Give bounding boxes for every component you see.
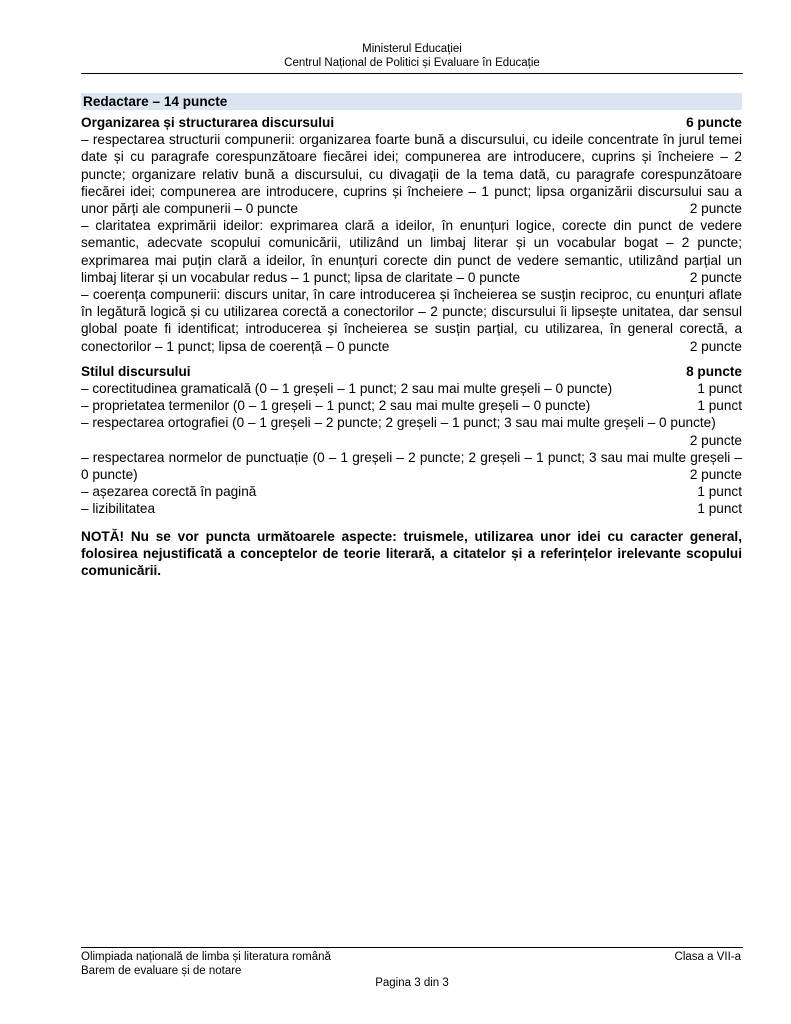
- criterion-claritate: [81, 217, 742, 286]
- stil-item-points: 1 punct: [697, 381, 742, 397]
- stil-item: [81, 397, 742, 414]
- section-organizare-title: [81, 114, 742, 131]
- criterion-structura-text: – respectarea structurii compunerii: organizarea foarte bună a discursului, cu ideile concentrate în jurul temei date și cu paragrafe corespunzătoare fiecărei idei; compunerea are introducere, cuprins și încheiere – 2 puncte; organizare relativ bună a discursului, cu divagații de la tema dată, cu paragrafe corespunzătoare fiecărei idei; compunerea are introducere, cuprins și încheiere – 1 punct; lipsa organizării discursului sau a unor părți ale compunerii – 0 puncte: [81, 132, 742, 217]
- stil-item-text: – așezarea corectă în pagină: [81, 484, 257, 500]
- footer-olympiad: Olimpiada națională de limba și literatura română: [81, 951, 331, 963]
- section-stil-label: Stilul discursului: [81, 363, 191, 379]
- criterion-coerenta: [81, 286, 742, 355]
- section-organizare-label: Organizarea și structurarea discursului: [81, 115, 335, 130]
- section-stil-points: 8 puncte: [686, 363, 742, 379]
- criterion-claritate-text: – claritatea exprimării ideilor: exprimarea clară a ideilor, în enunțuri logice, corecte din punct de vedere semantic, adecvate scopului comunicării, utilizând un limbaj literar și un vocabular bogat – 2 puncte; exprimarea mai puțin clară a ideilor, în enunțuri corecte din punct de vedere semantic, utilizând parțial un limbaj literar și un vocabular redus – 1 punct; lipsa de claritate – 0 puncte: [81, 218, 742, 285]
- footer-class: Clasa a VII-a: [674, 951, 741, 963]
- stil-item-text: – proprietatea termenilor (0 – 1 greșeli – 1 punct; 2 sau mai multe greșeli – 0 puncte): [81, 398, 591, 414]
- page-header: [81, 42, 743, 70]
- header-ministry: Ministerul Educației: [362, 43, 462, 55]
- stil-item-points: 1 punct: [697, 398, 742, 414]
- stil-item-text: – respectarea normelor de punctuație (0 – 1 greșeli – 2 puncte; 2 greșeli – 1 punct; 3 sau mai multe greșeli – 0 puncte): [81, 449, 742, 483]
- stil-item: [81, 449, 742, 483]
- stil-item-points: 1 punct: [697, 484, 742, 500]
- stil-item-points: 1 punct: [697, 501, 742, 517]
- criterion-structura: [81, 131, 742, 217]
- section-organizare-points: 6 puncte: [686, 115, 742, 130]
- header-divider: [81, 73, 743, 74]
- stil-item-text: – corectitudinea gramaticală (0 – 1 greșeli – 1 punct; 2 sau mai multe greșeli – 0 puncte): [81, 381, 613, 397]
- stil-item: [81, 483, 742, 500]
- note-paragraph: NOTĂ! Nu se vor puncta următoarele aspecte: truismele, utilizarea unor idei cu caracter general, folosirea nejustificată a conceptelor de teorie literară, a citatelor și a referințelor irelevante scopului comunicării.: [81, 528, 742, 579]
- stil-item: [81, 500, 742, 517]
- page-number: Pagina 3 din 3: [375, 977, 449, 989]
- stil-item-text: – lizibilitatea: [81, 501, 156, 517]
- stil-item: [81, 414, 742, 448]
- stil-item-points: 2 puncte: [689, 432, 742, 448]
- footer-barem: Barem de evaluare și de notare: [81, 965, 242, 977]
- criterion-structura-points: 2 puncte: [689, 201, 742, 217]
- stil-item-text: – respectarea ortografiei (0 – 1 greșeli – 2 puncte; 2 greșeli – 1 punct; 3 sau mai multe greșeli – 0 puncte): [81, 415, 716, 431]
- header-center: Centrul Național de Politici și Evaluare în Educație: [284, 57, 540, 69]
- criterion-claritate-points: 2 puncte: [689, 269, 742, 285]
- document-body: [81, 93, 742, 579]
- footer-divider: [81, 947, 743, 948]
- page-footer: [81, 950, 741, 978]
- section-stil-title: [81, 363, 742, 380]
- criterion-coerenta-points: 2 puncte: [689, 338, 742, 354]
- stil-item-points: 2 puncte: [689, 467, 742, 483]
- criterion-coerenta-text: – coerența compunerii: discurs unitar, în care introducerea și încheierea se susțin reciproc, cu enunțuri aflate în legătură logică și cu utilizarea corectă a conectorilor – 2 puncte; discursului îi lipsește unitatea, dar sensul global poate fi identificat; introducerea și încheierea se susțin parțial, cu utilizarea, în general corectă, a conectorilor – 1 punct; lipsa de coerență – 0 puncte: [81, 287, 742, 354]
- stil-item: [81, 380, 742, 397]
- section-band-title: Redactare – 14 puncte: [81, 93, 742, 110]
